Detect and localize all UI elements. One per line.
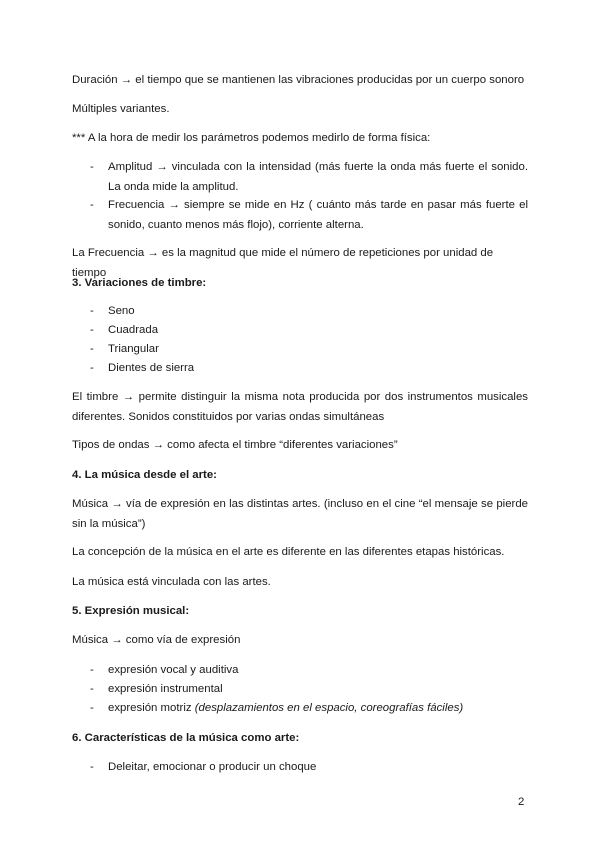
list-dash: - <box>90 324 94 336</box>
list-item-text: Cuadrada <box>108 324 159 336</box>
paragraph-musica-como: Música → como vía de expresión <box>72 634 241 646</box>
paragraph-concepcion: La concepción de la música en el arte es diferente en las diferentes etapas históricas. <box>72 546 505 558</box>
heading-caracteristicas: 6. Características de la música como arte: <box>72 732 300 744</box>
list-item-text <box>108 698 528 718</box>
list-item-note: (desplazamientos en el espacio, coreografías fáciles) <box>194 702 464 714</box>
list-item-text: expresión vocal y auditiva <box>108 664 239 676</box>
list-item-text: Frecuencia → siempre se mide en Hz ( cuánto más tarde en pasar más fuerte el sonido, cuanto menos más flojo), corriente alterna. <box>108 199 528 231</box>
paragraph-duracion: Duración → el tiempo que se mantienen las vibraciones producidas por un cuerpo sonoro <box>72 74 525 86</box>
page-number: 2 <box>518 796 525 808</box>
list-item-text: Deleitar, emocionar o producir un choque <box>108 761 317 773</box>
list-item-text: Dientes de sierra <box>108 362 195 374</box>
list-dash: - <box>90 161 94 173</box>
paragraph-musica-via: Música → vía de expresión en las distintas artes. (incluso en el cine “el mensaje se pierde sin la música”) <box>72 498 528 530</box>
paragraph-tipos-ondas: Tipos de ondas → como afecta el timbre “diferentes variaciones” <box>72 439 398 451</box>
heading-variaciones-timbre: 3. Variaciones de timbre: <box>72 277 207 289</box>
list-dash: - <box>90 343 94 355</box>
list-dash: - <box>90 664 94 676</box>
list-item-main: expresión motriz <box>108 702 192 714</box>
paragraph-la-frecuencia: La Frecuencia → es la magnitud que mide el número de repeticiones por unidad de tiempo <box>72 247 494 279</box>
paragraph-medir: *** A la hora de medir los parámetros podemos medirlo de forma física: <box>72 132 431 144</box>
list-item-text: Amplitud → vinculada con la intensidad (más fuerte la onda más fuerte el sonido. La onda mide la amplitud. <box>108 161 528 193</box>
list-dash: - <box>90 702 94 714</box>
list-dash: - <box>90 199 94 211</box>
list-item-text: expresión instrumental <box>108 683 223 695</box>
paragraph-multiples: Múltiples variantes. <box>72 103 170 115</box>
paragraph-vinculada: La música está vinculada con las artes. <box>72 576 271 588</box>
list-dash: - <box>90 305 94 317</box>
heading-expresion-musical: 5. Expresión musical: <box>72 605 190 617</box>
list-dash: - <box>90 761 94 773</box>
paragraph-timbre: El timbre → permite distinguir la misma nota producida por dos instrumentos musicales diferentes. Sonidos constituidos por varias ondas simultáneas <box>72 391 528 423</box>
list-item-text: Triangular <box>108 343 159 355</box>
heading-musica-arte: 4. La música desde el arte: <box>72 469 217 481</box>
list-dash: - <box>90 362 94 374</box>
list-item-text: Seno <box>108 305 135 317</box>
list-dash: - <box>90 683 94 695</box>
